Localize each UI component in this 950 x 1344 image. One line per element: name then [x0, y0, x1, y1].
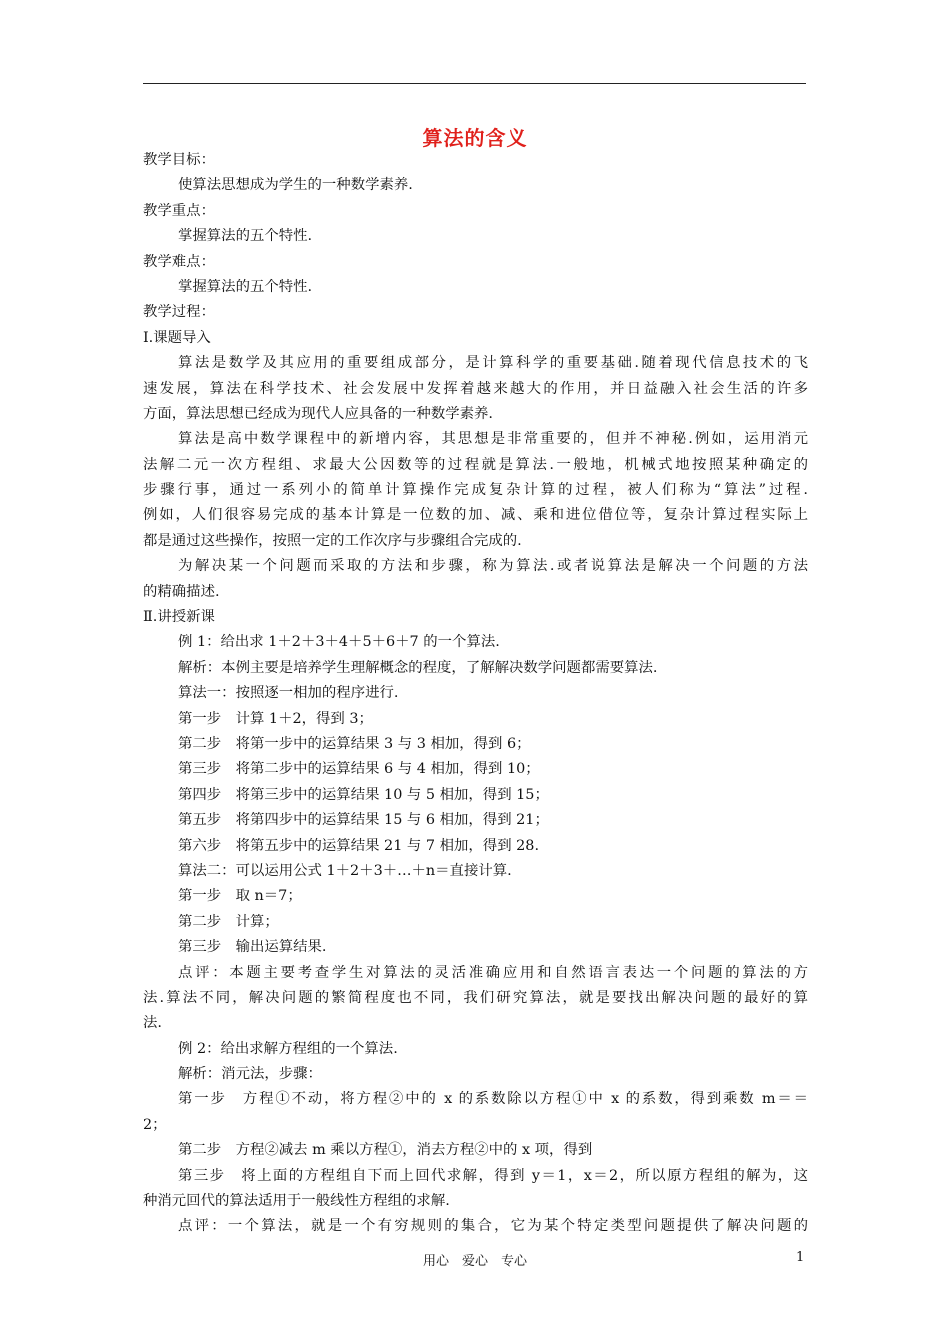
body-line: 法.算法不同，解决问题的繁简程度也不同，我们研究算法，就是要找出解决问题的最好的算 [143, 989, 808, 1006]
body-line: 第四步 将第三步中的运算结果 10 与 5 相加，得到 15； [178, 786, 549, 803]
page-number: 1 [796, 1250, 805, 1265]
body-line: 第二步 计算； [178, 913, 279, 930]
body-line: 算法是高中数学课程中的新增内容，其思想是非常重要的，但并不神秘.例如，运用消元 [178, 431, 808, 448]
body-line: 第三步 将第二步中的运算结果 6 与 4 相加，得到 10； [178, 761, 540, 778]
body-line: 为解决某一个问题而采取的方法和步骤，称为算法.或者说算法是解决一个问题的方法 [178, 558, 808, 575]
body-line: 点评：一个算法，就是一个有穷规则的集合，它为某个特定类型问题提供了解决问题的 [178, 1218, 808, 1235]
document-title: 算法的含义 [422, 126, 528, 150]
body-line: 第三步 将上面的方程组自下而上回代求解，得到 y＝1，x＝2，所以原方程组的解为，这 [178, 1167, 808, 1184]
body-line: 2； [143, 1116, 167, 1133]
body-line: 步骤行事，通过一系列小的简单计算操作完成复杂计算的过程，被人们称为“算法”过程. [143, 482, 808, 499]
body-line: 第三步 输出运算结果. [178, 939, 327, 956]
body-line: 教学重点： [143, 202, 215, 219]
body-line: 第一步 取 n＝7； [178, 888, 302, 905]
body-line: 都是通过这些操作，按照一定的工作次序与步骤组合完成的. [143, 532, 522, 549]
body-line: Ⅱ.讲授新课 [143, 609, 215, 626]
body-line: 第六步 将第五步中的运算结果 21 与 7 相加，得到 28. [178, 837, 540, 854]
body-line: 例如，人们很容易完成的基本计算是一位数的加、减、乘和进位借位等，复杂计算过程实际上 [143, 507, 808, 524]
document-body [143, 148, 808, 1240]
body-line: 方面，算法思想已经成为现代人应具备的一种数学素养. [143, 405, 493, 422]
body-line: 种消元回代的算法适用于一般线性方程组的求解. [143, 1193, 450, 1210]
body-line: 法解二元一次方程组、求最大公因数等的过程就是算法.一般地，机械式地按照某种确定的 [143, 456, 808, 473]
body-line: 第一步 方程①不动，将方程②中的 x 的系数除以方程①中 x 的系数，得到乘数 m＝＝ [178, 1091, 808, 1108]
body-line: Ⅰ.课题导入 [143, 329, 211, 346]
body-line: 算法是数学及其应用的重要组成部分，是计算科学的重要基础.随着现代信息技术的飞 [178, 355, 808, 372]
body-line: 教学目标： [143, 152, 215, 168]
header-rule [143, 83, 806, 84]
body-line: 第五步 将第四步中的运算结果 15 与 6 相加，得到 21； [178, 812, 549, 829]
body-line: 使算法思想成为学生的一种数学素养. [178, 177, 413, 194]
body-line: 第二步 方程②减去 m 乘以方程①，消去方程②中的 x 项，得到 [178, 1142, 593, 1159]
body-line: 算法一：按照逐一相加的程序进行. [178, 685, 399, 702]
body-line: 第一步 计算 1＋2，得到 3； [178, 710, 373, 727]
body-line: 掌握算法的五个特性. [178, 228, 313, 245]
body-line: 法. [143, 1015, 162, 1032]
body-line: 解析：消元法，步骤： [178, 1066, 322, 1083]
body-line: 例 2：给出求解方程组的一个算法. [178, 1040, 398, 1057]
body-line: 速发展，算法在科学技术、社会发展中发挥着越来越大的作用，并日益融入社会生活的许多 [143, 380, 808, 397]
body-line: 教学难点： [143, 253, 215, 270]
body-line: 第二步 将第一步中的运算结果 3 与 3 相加，得到 6； [178, 735, 531, 752]
body-line: 教学过程： [143, 304, 215, 321]
footer-slogan: 用心 爱心 专心 [422, 1254, 527, 1269]
body-line: 点评：本题主要考查学生对算法的灵活准确应用和自然语言表达一个问题的算法的方 [178, 964, 808, 981]
body-line: 掌握算法的五个特性. [178, 278, 313, 295]
body-line: 解析：本例主要是培养学生理解概念的程度，了解解决数学问题都需要算法. [178, 659, 658, 676]
body-line: 算法二：可以运用公式 1＋2＋3＋…＋n＝直接计算. [178, 862, 512, 879]
body-line: 的精确描述. [143, 583, 220, 600]
body-line: 例 1：给出求 1＋2＋3＋4＋5＋6＋7 的一个算法. [178, 634, 500, 651]
